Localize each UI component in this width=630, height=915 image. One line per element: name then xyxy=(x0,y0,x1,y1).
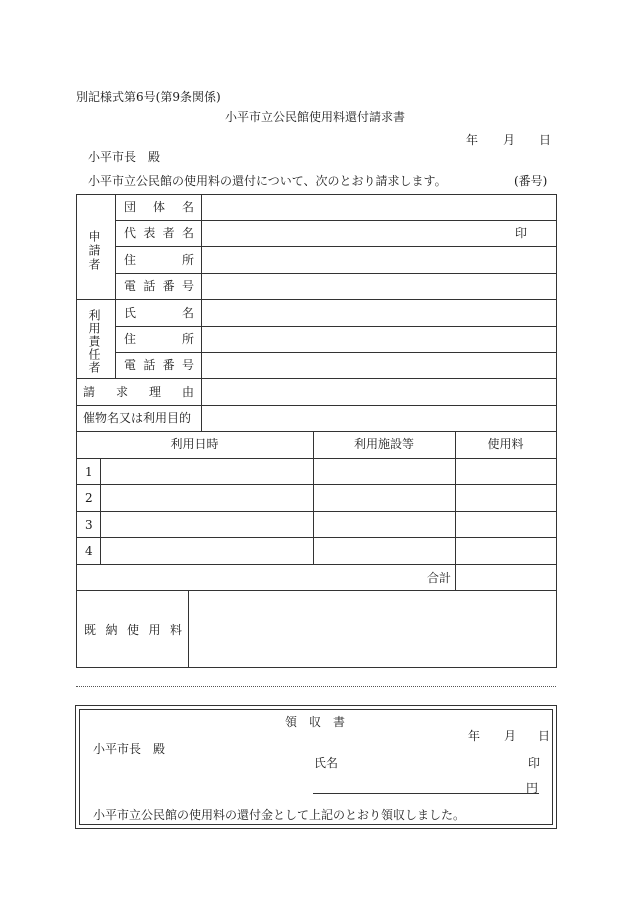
receipt-date-day: 日 xyxy=(538,729,551,743)
responsible-phone-label: 電 話 番 号 xyxy=(124,358,194,372)
number-label: (番号) xyxy=(514,174,548,188)
row-number: 1 xyxy=(85,465,93,479)
seal-mark: 印 xyxy=(515,226,528,240)
responsible-address-label: 住 所 xyxy=(124,332,194,346)
header-fee: 使用料 xyxy=(487,437,524,451)
applicant-group-label: 申請者 xyxy=(87,230,101,272)
request-statement: 小平市立公民館の使用料の還付について、次のとおり請求します。 xyxy=(88,174,447,188)
date-month-label: 月 xyxy=(503,133,516,147)
header-facility: 利用施設等 xyxy=(353,437,414,451)
form-number: 別記様式第6号(第9条関係) xyxy=(76,90,221,104)
form-title: 小平市立公民館使用料還付請求書 xyxy=(224,110,405,124)
receipt-date-month: 月 xyxy=(504,729,517,743)
paid-fee-label: 既 納 使 用 料 xyxy=(84,623,182,637)
representative-label: 代 表 者 名 xyxy=(124,226,194,240)
row-number: 3 xyxy=(85,518,93,532)
receipt-title: 領 収 書 xyxy=(284,715,345,729)
row-number: 4 xyxy=(85,544,93,558)
responsible-group-label: 利用責任者 xyxy=(87,309,101,374)
total-label: 合計 xyxy=(427,571,452,585)
date-day-label: 日 xyxy=(539,133,552,147)
receipt-seal: 印 xyxy=(528,756,541,770)
receipt-addressee: 小平市長 殿 xyxy=(93,742,166,756)
receipt-statement: 小平市立公民館の使用料の還付金として上記のとおり領収しました。 xyxy=(93,808,466,822)
amount-underline xyxy=(313,793,539,794)
date-year-label: 年 xyxy=(466,133,479,147)
phone-label: 電 話 番 号 xyxy=(124,279,194,293)
yen-label: 円 xyxy=(526,781,539,795)
cut-line xyxy=(76,686,556,687)
receipt-date-year: 年 xyxy=(468,729,481,743)
purpose-label: 催物名又は利用目的 xyxy=(83,411,192,425)
org-name-label: 団 体 名 xyxy=(124,200,194,214)
receipt-name-label: 氏名 xyxy=(314,756,339,770)
address-label: 住 所 xyxy=(124,253,194,267)
reason-label: 請 求 理 由 xyxy=(83,385,194,399)
addressee: 小平市長 殿 xyxy=(88,150,161,164)
responsible-name-label: 氏 名 xyxy=(124,306,194,320)
row-number: 2 xyxy=(85,491,93,505)
header-usage-datetime: 利用日時 xyxy=(170,437,219,451)
